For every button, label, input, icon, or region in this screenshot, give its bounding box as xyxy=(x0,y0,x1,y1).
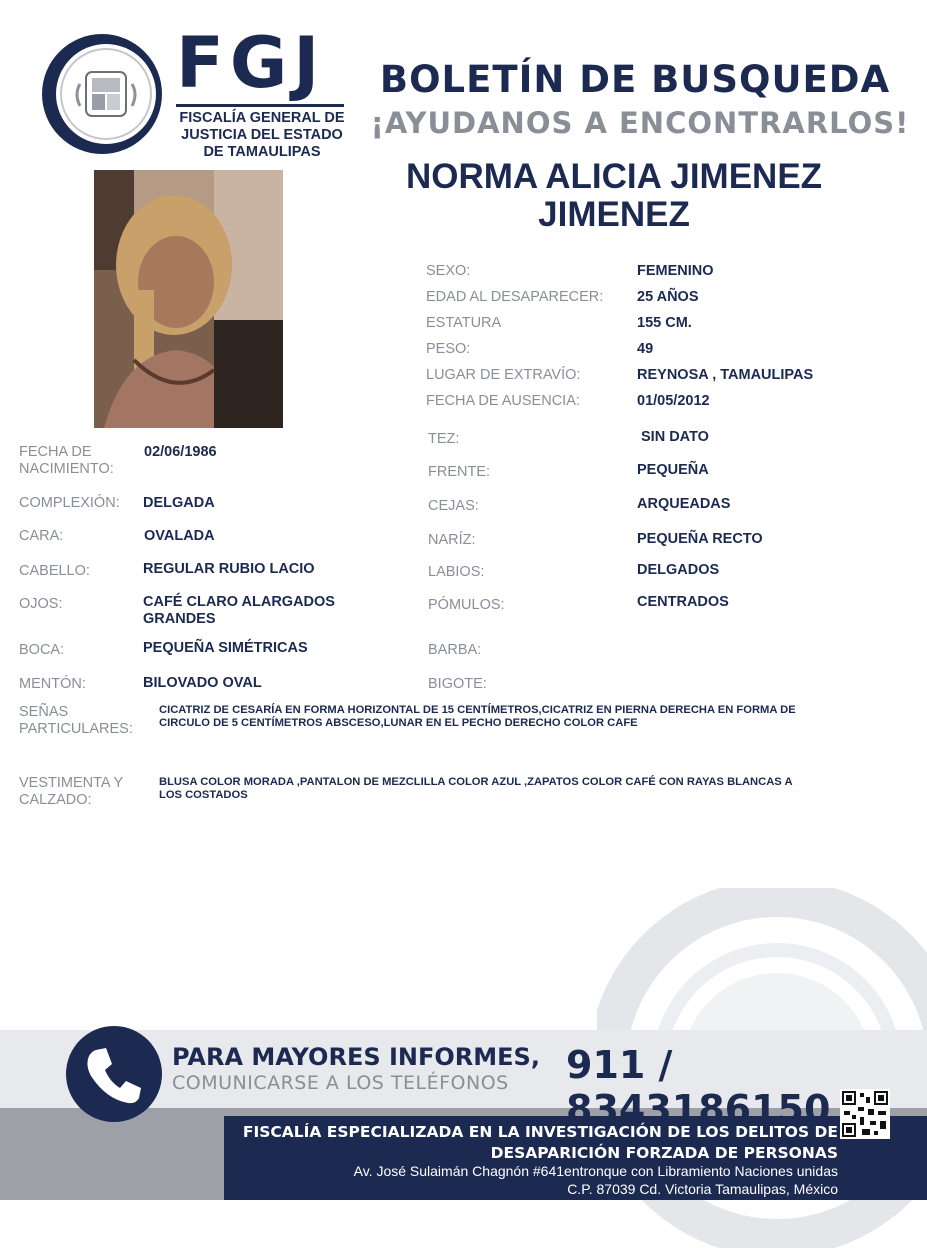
value-boca: PEQUEÑA SIMÉTRICAS xyxy=(143,640,308,656)
value-senas xyxy=(159,704,879,730)
value-vestimenta-line-2: LOS COSTADOS xyxy=(159,789,248,801)
value-pomulos: CENTRADOS xyxy=(637,594,729,610)
value-lugar-extravio: REYNOSA , TAMAULIPAS xyxy=(637,367,814,383)
value-senas-line-1: CICATRIZ DE CESARÍA EN FORMA HORIZONTAL DE 15 CENTÍMETROS,CICATRIZ EN PIERNA DERECHA EN FORMA DE xyxy=(159,704,796,716)
phone-numbers[interactable]: 911 / 8343186150 xyxy=(566,1043,831,1131)
person-name xyxy=(372,158,856,234)
qr-code-icon[interactable] xyxy=(840,1089,890,1139)
label-pomulos: PÓMULOS: xyxy=(428,597,505,613)
value-ojos-line-1: CAFÉ CLARO ALARGADOS xyxy=(143,594,335,610)
value-edad: 25 AÑOS xyxy=(637,289,699,305)
missing-person-photo xyxy=(94,170,283,428)
value-sexo: FEMENINO xyxy=(637,263,714,279)
value-tez: SIN DATO xyxy=(641,429,709,445)
value-vestimenta-line-1: BLUSA COLOR MORADA ,PANTALON DE MEZCLILLA COLOR AZUL ,ZAPATOS COLOR CAFÉ CON RAYAS BLANCAS A xyxy=(159,776,793,788)
bulletin-title: BOLETÍN DE BUSQUEDA xyxy=(379,58,891,101)
value-vestimenta xyxy=(159,776,879,802)
logo-fgj-letters: FGJ xyxy=(176,22,326,104)
info-title: PARA MAYORES INFORMES, xyxy=(172,1043,540,1071)
label-lugar-extravio: LUGAR DE EXTRAVÍO: xyxy=(426,367,581,383)
phone-icon-circle xyxy=(66,1026,162,1122)
label-vestimenta-line-1: VESTIMENTA Y xyxy=(19,775,124,791)
logo-subtitle-line-2: JUSTICIA DEL ESTADO xyxy=(181,127,343,143)
value-complexion: DELGADA xyxy=(143,495,215,511)
label-boca: BOCA: xyxy=(19,642,65,658)
bulletin-subtitle: ¡AYUDANOS A ENCONTRARLOS! xyxy=(370,106,910,140)
value-frente: PEQUEÑA xyxy=(637,462,709,478)
label-vestimenta xyxy=(19,775,123,809)
person-name-line-2: JIMENEZ xyxy=(538,195,690,234)
label-cabello: CABELLO: xyxy=(19,563,90,579)
label-labios: LABIOS: xyxy=(428,564,485,580)
logo-subtitle-line-1: FISCALÍA GENERAL DE xyxy=(179,110,345,126)
value-cara: OVALADA xyxy=(144,528,215,544)
value-fecha-ausencia: 01/05/2012 xyxy=(637,393,710,409)
value-menton: BILOVADO OVAL xyxy=(143,675,262,691)
agency-line-2: DESAPARICIÓN FORZADA DE PERSONAS xyxy=(490,1144,838,1162)
seal-logo-icon xyxy=(40,32,164,156)
info-subtitle: COMUNICARSE A LOS TELÉFONOS xyxy=(172,1072,509,1094)
label-tez: TEZ: xyxy=(428,431,460,447)
label-senas-line-1: SEÑAS xyxy=(19,704,69,720)
label-vestimenta-line-2: CALZADO: xyxy=(19,792,92,808)
label-cara: CARA: xyxy=(19,528,64,544)
value-estatura: 155 CM. xyxy=(637,315,692,331)
value-fecha-nacimiento: 02/06/1986 xyxy=(144,444,217,460)
label-senas xyxy=(19,704,133,738)
label-fecha-nacimiento-line-2: NACIMIENTO: xyxy=(19,461,114,477)
value-peso: 49 xyxy=(637,341,654,357)
logo-subtitle xyxy=(176,110,348,161)
value-cejas: ARQUEADAS xyxy=(637,496,731,512)
person-name-line-1: NORMA ALICIA JIMENEZ xyxy=(405,157,823,196)
address-line-2: C.P. 87039 Cd. Victoria Tamaulipas, México xyxy=(567,1181,838,1197)
label-sexo: SEXO: xyxy=(426,263,471,279)
label-estatura: ESTATURA xyxy=(426,315,502,331)
value-labios: DELGADOS xyxy=(637,562,720,578)
label-peso: PESO: xyxy=(426,341,471,357)
value-senas-line-2: CIRCULO DE 5 CENTÍMETROS ABSCESO,LUNAR EN EL PECHO DERECHO COLOR CAFE xyxy=(159,717,638,729)
agency-line-1: FISCALÍA ESPECIALIZADA EN LA INVESTIGACIÓN DE LOS DELITOS DE xyxy=(242,1123,838,1141)
label-cejas: CEJAS: xyxy=(428,498,479,514)
label-fecha-nacimiento xyxy=(19,444,114,478)
label-frente: FRENTE: xyxy=(428,464,491,480)
value-cabello: REGULAR RUBIO LACIO xyxy=(143,561,315,577)
label-fecha-ausencia: FECHA DE AUSENCIA: xyxy=(426,393,580,409)
label-edad: EDAD AL DESAPARECER: xyxy=(426,289,604,305)
value-ojos xyxy=(143,594,335,628)
label-senas-line-2: PARTICULARES: xyxy=(19,721,133,737)
label-fecha-nacimiento-line-1: FECHA DE xyxy=(19,444,92,460)
phone-icon xyxy=(66,1026,162,1122)
label-bigote: BIGOTE: xyxy=(428,676,487,692)
value-nariz: PEQUEÑA RECTO xyxy=(637,531,763,547)
logo-divider xyxy=(176,104,344,107)
label-nariz: NARÍZ: xyxy=(428,532,476,548)
value-ojos-line-2: GRANDES xyxy=(143,611,216,627)
label-ojos: OJOS: xyxy=(19,596,63,612)
label-complexion: COMPLEXIÓN: xyxy=(19,495,120,511)
address-line-1: Av. José Sulaimán Chagnón #641entronque con Libramiento Naciones unidas xyxy=(353,1163,838,1179)
label-barba: BARBA: xyxy=(428,642,482,658)
logo-subtitle-line-3: DE TAMAULIPAS xyxy=(203,144,321,160)
label-menton: MENTÓN: xyxy=(19,676,86,692)
